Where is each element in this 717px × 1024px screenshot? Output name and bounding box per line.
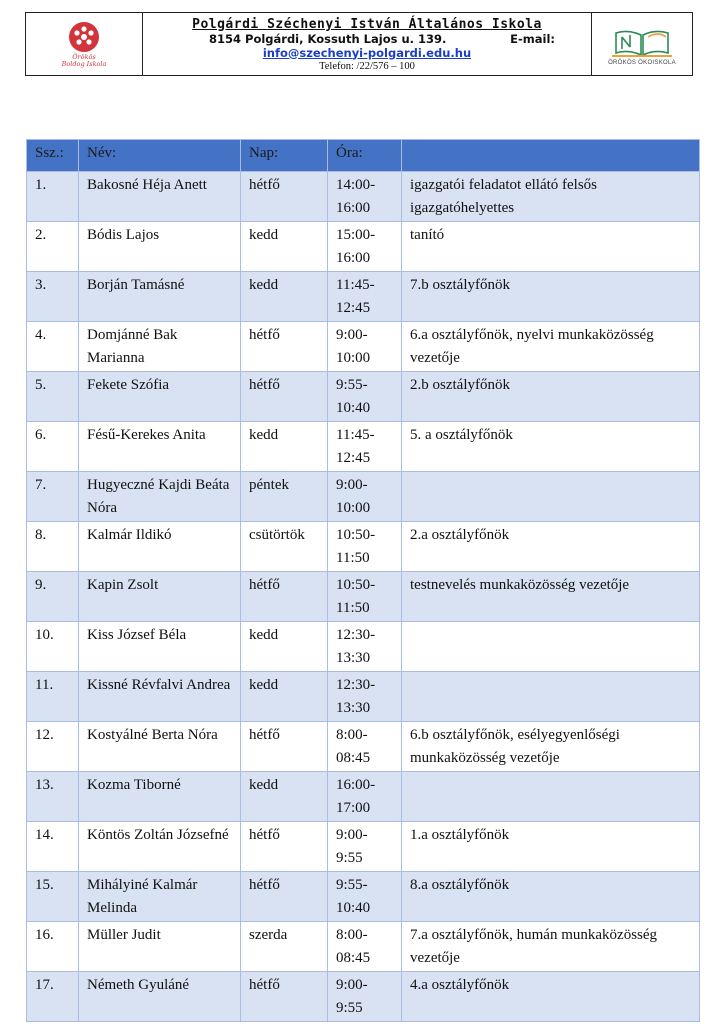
table-row bbox=[27, 522, 700, 572]
row-number: 8. bbox=[27, 522, 79, 572]
table-row bbox=[27, 422, 700, 472]
teacher-name: Bódis Lajos bbox=[79, 222, 241, 272]
consultation-time: 12:30-13:30 bbox=[328, 672, 402, 722]
column-header-role bbox=[402, 140, 700, 172]
row-number: 11. bbox=[27, 672, 79, 722]
row-number: 12. bbox=[27, 722, 79, 772]
teacher-role: 7.b osztályfőnök bbox=[402, 272, 700, 322]
teacher-role: 5. a osztályfőnök bbox=[402, 422, 700, 472]
left-logo-caption-line-2: Boldog Iskola bbox=[61, 60, 107, 68]
consultation-day: hétfő bbox=[241, 572, 328, 622]
consultation-time: 12:30-13:30 bbox=[328, 622, 402, 672]
consultation-time: 10:50-11:50 bbox=[328, 572, 402, 622]
left-logo-caption-line-1: Örökös bbox=[72, 53, 96, 61]
address-line bbox=[149, 32, 585, 46]
teacher-name: Bakosné Héja Anett bbox=[79, 172, 241, 222]
row-number: 7. bbox=[27, 472, 79, 522]
teacher-role: 6.b osztályfőnök, esélyegyenlőségi munkaközösség vezetője bbox=[402, 722, 700, 772]
consultation-time: 15:00-16:00 bbox=[328, 222, 402, 272]
teacher-name: Kalmár Ildikó bbox=[79, 522, 241, 572]
table-row bbox=[27, 272, 700, 322]
consultation-day: hétfő bbox=[241, 822, 328, 872]
teacher-name: Kozma Tiborné bbox=[79, 772, 241, 822]
teacher-name: Fésű-Kerekes Anita bbox=[79, 422, 241, 472]
teacher-name: Németh Gyuláné bbox=[79, 972, 241, 1022]
teacher-name: Kiss József Béla bbox=[79, 622, 241, 672]
teacher-role: 2.b osztályfőnök bbox=[402, 372, 700, 422]
teacher-role: 1.a osztályfőnök bbox=[402, 822, 700, 872]
letterhead bbox=[25, 12, 693, 76]
table-row bbox=[27, 672, 700, 722]
table-row bbox=[27, 622, 700, 672]
table-row bbox=[27, 872, 700, 922]
row-number: 1. bbox=[27, 172, 79, 222]
row-number: 17. bbox=[27, 972, 79, 1022]
eco-school-logo-icon bbox=[608, 23, 676, 59]
happy-school-logo-icon bbox=[67, 20, 101, 54]
school-name: Polgárdi Széchenyi István Általános Iskola bbox=[192, 16, 542, 32]
consultation-time: 9:00-10:00 bbox=[328, 472, 402, 522]
letterhead-text bbox=[143, 13, 591, 75]
teacher-role: tanító bbox=[402, 222, 700, 272]
phone-number: Telefon: /22/576 – 100 bbox=[319, 60, 415, 72]
teacher-name: Kapin Zsolt bbox=[79, 572, 241, 622]
table-row bbox=[27, 922, 700, 972]
email-link[interactable]: info@szechenyi-polgardi.edu.hu bbox=[262, 45, 472, 60]
consultation-time: 9:55-10:40 bbox=[328, 872, 402, 922]
teacher-role: 7.a osztályfőnök, humán munkaközösség vezetője bbox=[402, 922, 700, 972]
teacher-name: Hugyeczné Kajdi Beáta Nóra bbox=[79, 472, 241, 522]
consultation-day: kedd bbox=[241, 222, 328, 272]
teacher-role bbox=[402, 772, 700, 822]
email-label: E-mail: bbox=[510, 31, 555, 46]
row-number: 2. bbox=[27, 222, 79, 272]
consultation-time: 16:00-17:00 bbox=[328, 772, 402, 822]
teacher-name: Kissné Révfalvi Andrea bbox=[79, 672, 241, 722]
consultation-time: 14:00-16:00 bbox=[328, 172, 402, 222]
row-number: 10. bbox=[27, 622, 79, 672]
table-row bbox=[27, 172, 700, 222]
consultation-day: szerda bbox=[241, 922, 328, 972]
table-row bbox=[27, 822, 700, 872]
left-logo-box bbox=[26, 13, 143, 75]
consultation-day: hétfő bbox=[241, 722, 328, 772]
teacher-name: Köntös Zoltán Józsefné bbox=[79, 822, 241, 872]
right-logo-caption: ÖRÖKÖS ÖKOISKOLA bbox=[608, 59, 676, 66]
consultation-day: csütörtök bbox=[241, 522, 328, 572]
teacher-name: Domjánné Bak Marianna bbox=[79, 322, 241, 372]
teacher-role: 6.a osztályfőnök, nyelvi munkaközösség vezetője bbox=[402, 322, 700, 372]
consultation-time: 8:00-08:45 bbox=[328, 722, 402, 772]
row-number: 3. bbox=[27, 272, 79, 322]
teacher-role bbox=[402, 672, 700, 722]
teacher-name: Borján Tamásné bbox=[79, 272, 241, 322]
column-header-name: Név: bbox=[79, 140, 241, 172]
consultation-time: 9:00-10:00 bbox=[328, 322, 402, 372]
consultation-time: 9:00-9:55 bbox=[328, 822, 402, 872]
left-logo-caption bbox=[62, 54, 107, 68]
consultation-day: péntek bbox=[241, 472, 328, 522]
table-row bbox=[27, 472, 700, 522]
table-row bbox=[27, 222, 700, 272]
column-header-day: Nap: bbox=[241, 140, 328, 172]
consultation-day: kedd bbox=[241, 622, 328, 672]
teacher-role: 2.a osztályfőnök bbox=[402, 522, 700, 572]
consultation-day: hétfő bbox=[241, 872, 328, 922]
consultation-day: kedd bbox=[241, 272, 328, 322]
table-row bbox=[27, 372, 700, 422]
row-number: 13. bbox=[27, 772, 79, 822]
teacher-role: testnevelés munkaközösség vezetője bbox=[402, 572, 700, 622]
teacher-name: Mihályiné Kalmár Melinda bbox=[79, 872, 241, 922]
row-number: 15. bbox=[27, 872, 79, 922]
table-row bbox=[27, 972, 700, 1022]
row-number: 9. bbox=[27, 572, 79, 622]
table-row bbox=[27, 322, 700, 372]
teacher-role: 4.a osztályfőnök bbox=[402, 972, 700, 1022]
right-logo-box bbox=[591, 13, 692, 75]
row-number: 16. bbox=[27, 922, 79, 972]
teacher-name: Müller Judit bbox=[79, 922, 241, 972]
teacher-name: Kostyálné Berta Nóra bbox=[79, 722, 241, 772]
consultation-day: kedd bbox=[241, 422, 328, 472]
teacher-role bbox=[402, 622, 700, 672]
consultation-day: kedd bbox=[241, 672, 328, 722]
consultation-time: 8:00-08:45 bbox=[328, 922, 402, 972]
teacher-role: 8.a osztályfőnök bbox=[402, 872, 700, 922]
consultation-day: hétfő bbox=[241, 972, 328, 1022]
table-header-row bbox=[27, 140, 700, 172]
consultation-day: hétfő bbox=[241, 372, 328, 422]
column-header-time: Óra: bbox=[328, 140, 402, 172]
consultation-day: hétfő bbox=[241, 172, 328, 222]
table-row bbox=[27, 572, 700, 622]
consultation-day: kedd bbox=[241, 772, 328, 822]
teacher-name: Fekete Szófia bbox=[79, 372, 241, 422]
consultation-time: 9:55-10:40 bbox=[328, 372, 402, 422]
consultation-schedule-table bbox=[26, 139, 700, 1022]
teacher-role bbox=[402, 472, 700, 522]
table-row bbox=[27, 722, 700, 772]
teacher-role: igazgatói feladatot ellátó felsős igazgatóhelyettes bbox=[402, 172, 700, 222]
consultation-day: hétfő bbox=[241, 322, 328, 372]
row-number: 4. bbox=[27, 322, 79, 372]
consultation-time: 11:45-12:45 bbox=[328, 272, 402, 322]
school-address: 8154 Polgárdi, Kossuth Lajos u. 139. bbox=[209, 31, 447, 46]
column-header-number: Ssz.: bbox=[27, 140, 79, 172]
consultation-time: 11:45-12:45 bbox=[328, 422, 402, 472]
row-number: 5. bbox=[27, 372, 79, 422]
row-number: 6. bbox=[27, 422, 79, 472]
row-number: 14. bbox=[27, 822, 79, 872]
consultation-time: 10:50-11:50 bbox=[328, 522, 402, 572]
consultation-time: 9:00-9:55 bbox=[328, 972, 402, 1022]
table-row bbox=[27, 772, 700, 822]
